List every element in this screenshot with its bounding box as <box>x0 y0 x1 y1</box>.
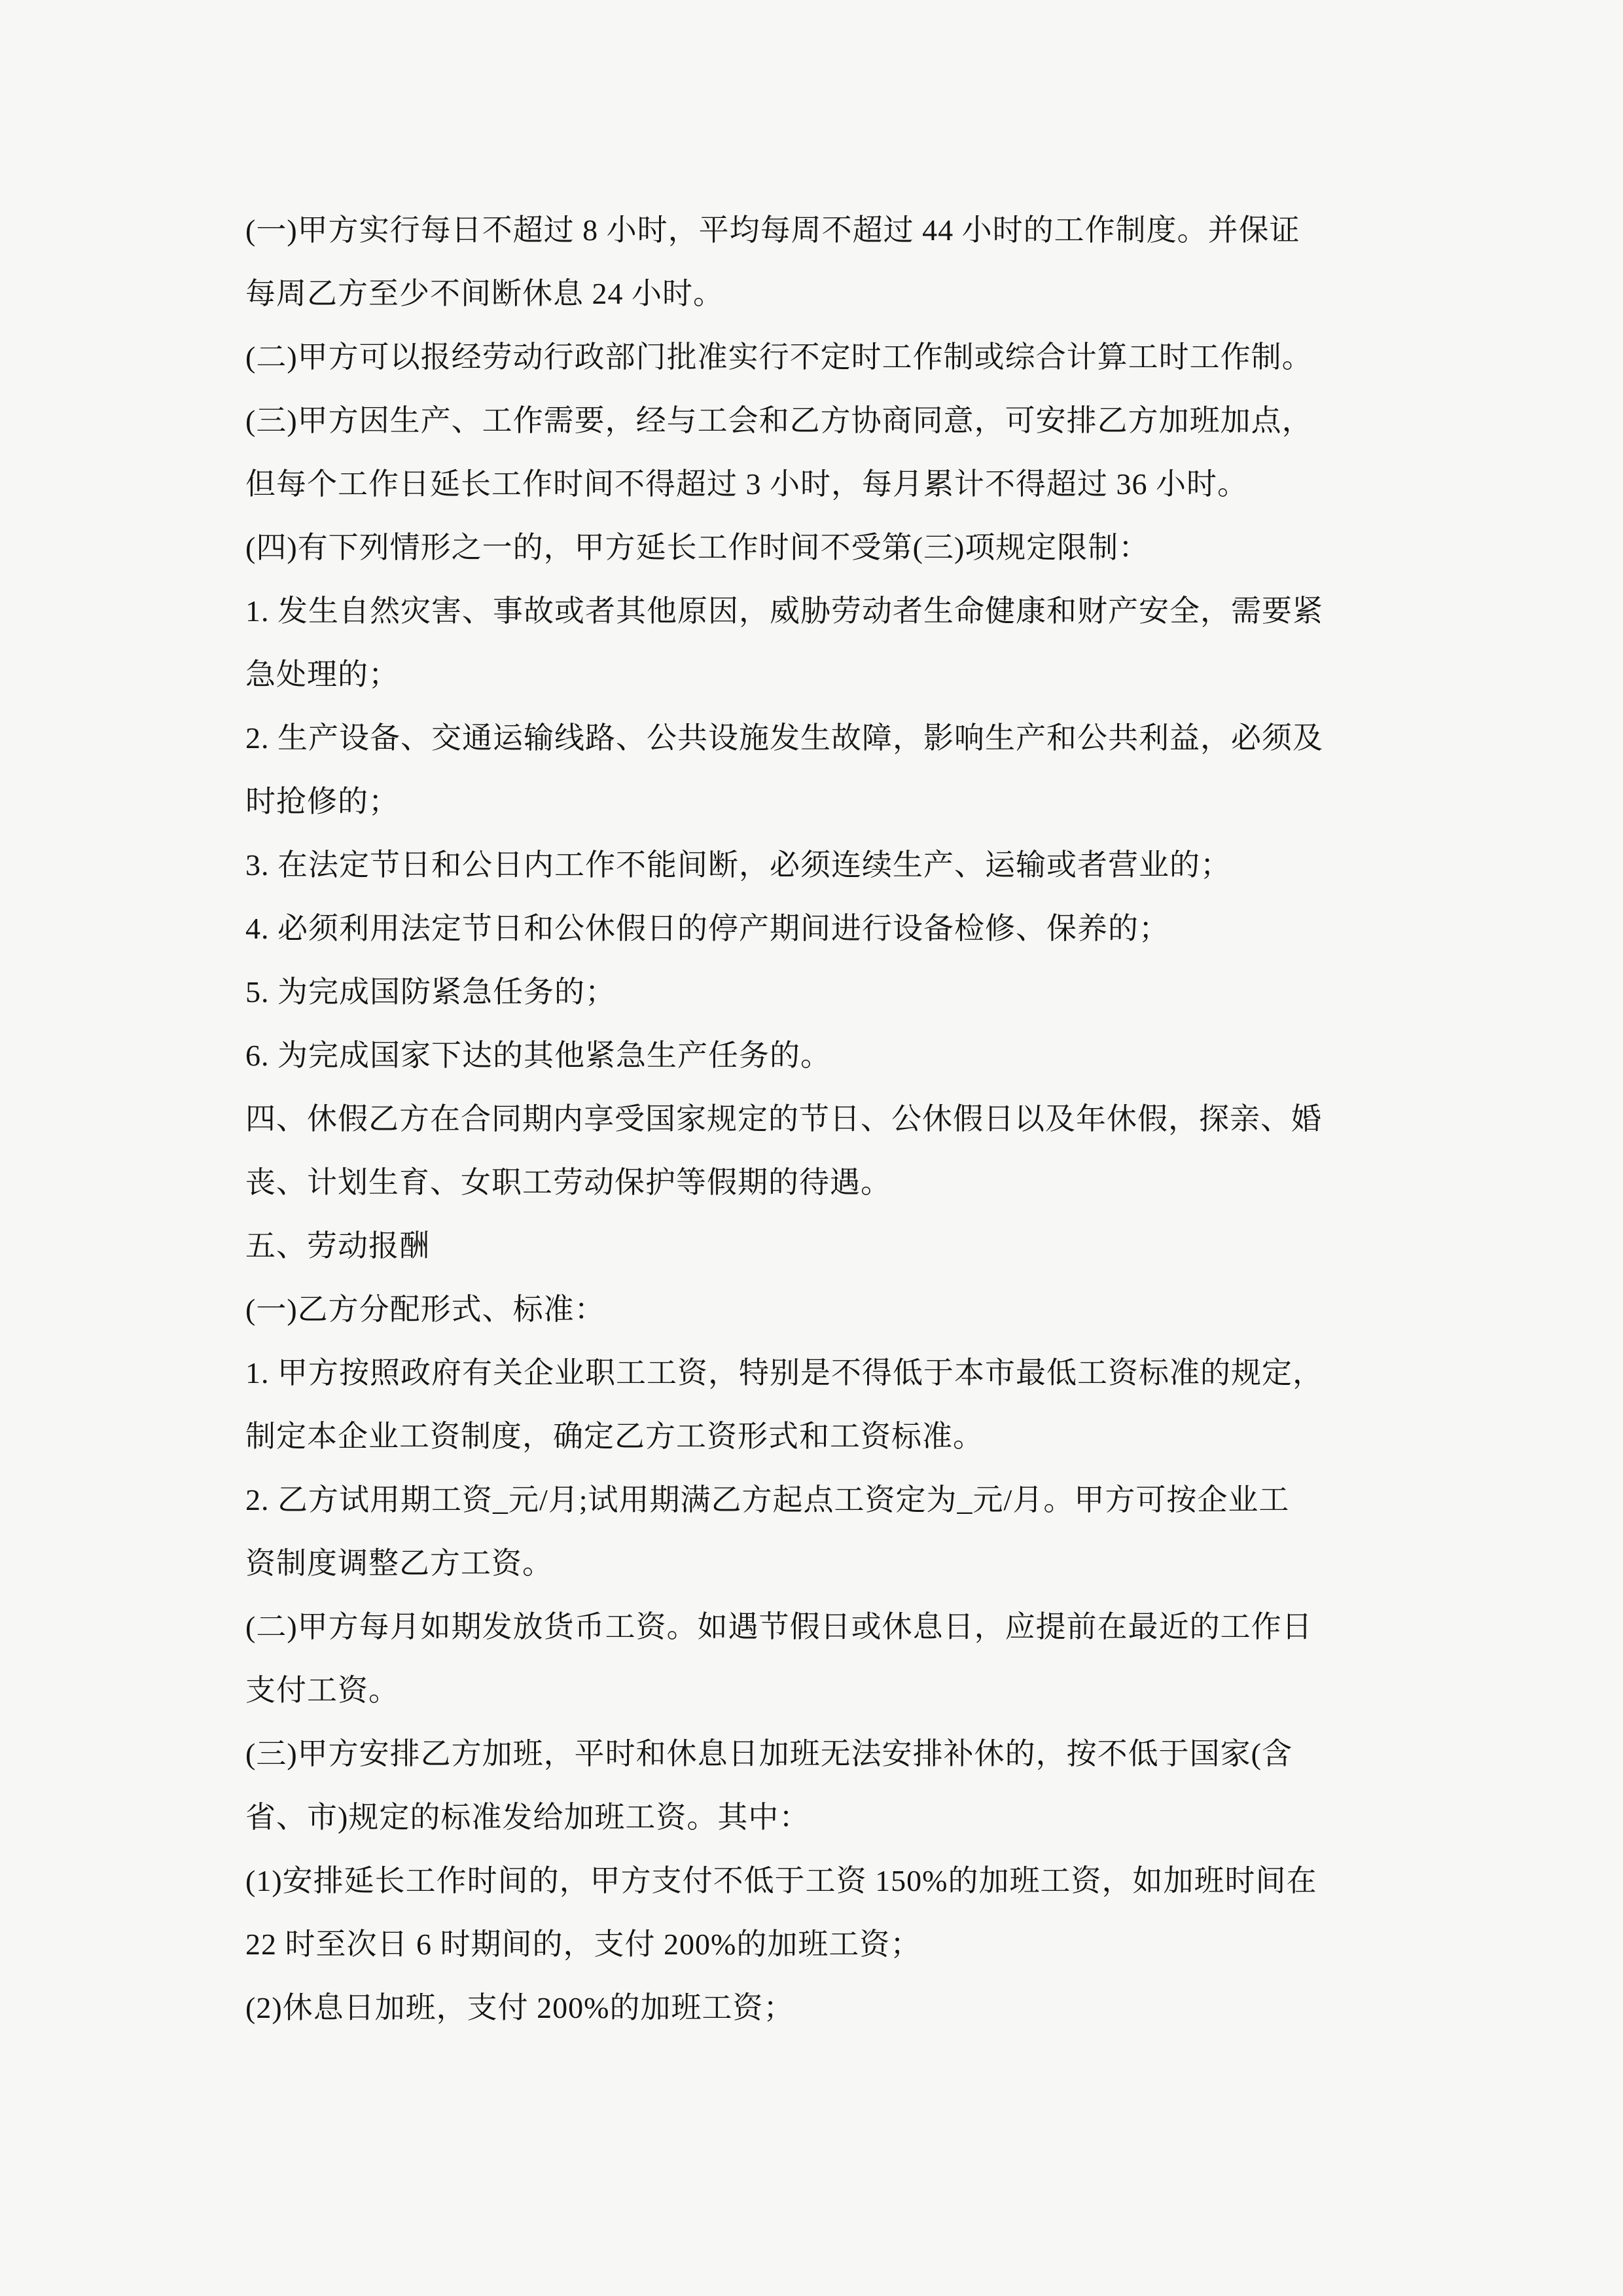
text-line: (三)甲方因生产、工作需要，经与工会和乙方协商同意，可安排乙方加班加点， <box>245 404 1313 437</box>
text-line: 1. 发生自然灾害、事故或者其他原因，威胁劳动者生命健康和财产安全，需要紧 <box>245 594 1323 628</box>
text-line: (一)甲方实行每日不超过 8 小时，平均每周不超过 44 小时的工作制度。并保证 <box>245 213 1300 247</box>
text-line: 四、休假乙方在合同期内享受国家规定的节日、公休假日以及年休假，探亲、婚 <box>245 1102 1322 1136</box>
text-line: 22 时至次日 6 时期间的，支付 200%的加班工资； <box>245 1928 921 1961</box>
text-line: 时抢修的； <box>245 785 399 818</box>
text-line: 省、市)规定的标准发给加班工资。其中： <box>245 1801 810 1834</box>
text-line: 2. 生产设备、交通运输线路、公共设施发生故障，影响生产和公共利益，必须及 <box>245 721 1323 755</box>
text-line: (二)甲方每月如期发放货币工资。如遇节假日或休息日，应提前在最近的工作日 <box>245 1610 1313 1643</box>
document-body <box>245 198 1397 2039</box>
text-line: 6. 为完成国家下达的其他紧急生产任务的。 <box>245 1039 831 1072</box>
text-line: (1)安排延长工作时间的，甲方支付不低于工资 150%的加班工资，如加班时间在 <box>245 1864 1317 1897</box>
text-line: 4. 必须利用法定节日和公休假日的停产期间进行设备检修、保养的； <box>245 912 1169 945</box>
text-line: 但每个工作日延长工作时间不得超过 3 小时，每月累计不得超过 36 小时。 <box>245 467 1248 501</box>
text-line: 制定本企业工资制度，确定乙方工资形式和工资标准。 <box>245 1420 984 1453</box>
text-line: 五、劳动报酬 <box>245 1229 430 1263</box>
text-line: 支付工资。 <box>245 1674 399 1707</box>
text-line: 每周乙方至少不间断休息 24 小时。 <box>245 277 724 310</box>
text-line: 丧、计划生育、女职工劳动保护等假期的待遇。 <box>245 1166 891 1199</box>
text-line: (二)甲方可以报经劳动行政部门批准实行不定时工作制或综合计算工时工作制。 <box>245 340 1313 374</box>
text-line: 2. 乙方试用期工资_元/月;试用期满乙方起点工资定为_元/月。甲方可按企业工 <box>245 1483 1290 1516</box>
text-line: 3. 在法定节日和公日内工作不能间断，必须连续生产、运输或者营业的； <box>245 848 1231 882</box>
text-line: (2)休息日加班，支付 200%的加班工资； <box>245 1991 794 2024</box>
text-line: 资制度调整乙方工资。 <box>245 1547 553 1580</box>
text-line: (一)乙方分配形式、标准： <box>245 1293 605 1326</box>
text-line: (四)有下列情形之一的，甲方延长工作时间不受第(三)项规定限制： <box>245 531 1150 564</box>
text-line: 5. 为完成国防紧急任务的； <box>245 975 616 1009</box>
text-line: 急处理的； <box>245 658 399 691</box>
text-line: 1. 甲方按照政府有关企业职工工资，特别是不得低于本市最低工资标准的规定， <box>245 1356 1323 1390</box>
text-line: (三)甲方安排乙方加班，平时和休息日加班无法安排补休的，按不低于国家(含 <box>245 1737 1293 1770</box>
